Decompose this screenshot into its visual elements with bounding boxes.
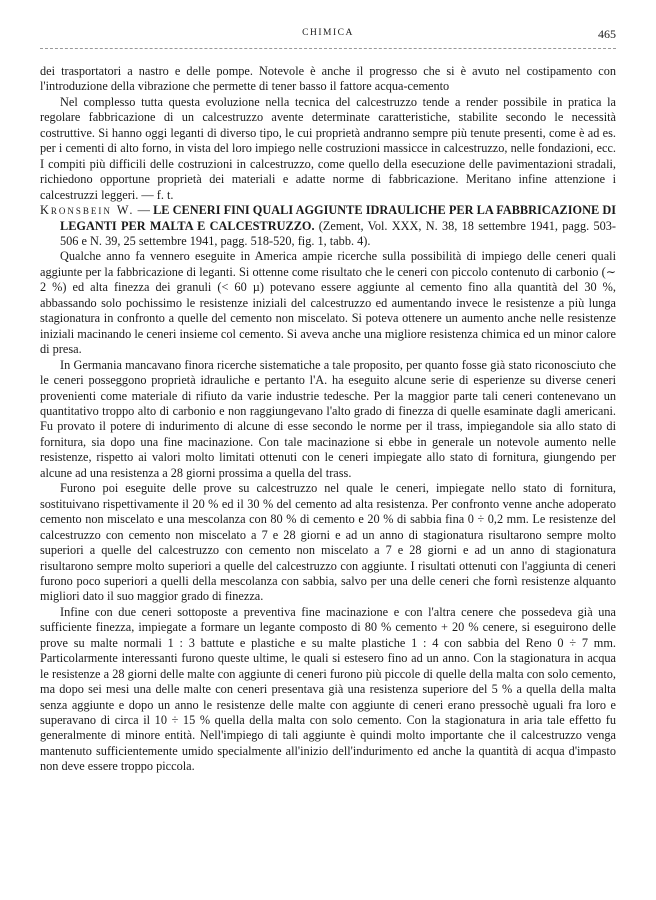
article-heading — [40, 203, 616, 249]
article-paragraph-2: In Germania mancavano finora ricerche sistematiche a tale proposito, per quanto fosse già stato riconosciuto che le ceneri posseggono proprietà idrauliche e pertanto l'A. ha eseguito alcune serie di esperienze su diverse ceneri provenienti come materiale di rifiuto da varie industrie tedesche. Per la maggior parte tali ceneri contenevano un quantitativo troppo alto di carbonio e non raggiungevano l'alto grado di finezza di quelle esaminate dagli americani. Fu provato il potere di indurimento di alcune di esse secondo le norme per il trass, impiegandole sia allo stato di fornitura, sia dopo una fine macinazione. Con tale macinazione si ebbe in generale un notevole aumento nelle resistenze, rispetto ai valori molto limitati ottenuti con le ceneri impiegate allo stato di fornitura, giungendo per alcune ad una resistenza a 28 giorni prossima a quella del trass. — [40, 357, 616, 480]
article-paragraph-3: Furono poi eseguite delle prove su calcestruzzo nel quale le ceneri, impiegate nello stato di fornitura, sostituivano rispettivamente il 20 % ed il 30 % del cemento ad alta resistenza. Per confronto venne anche adoperato cemento non miscelato e una mescolanza con 80 % di cemento e 20 % di sabbia fina 0 ÷ 0,2 mm. Le resistenze del calcestruzzo con cemento non miscelato a 7 e 28 giorni e ad un anno di stagionatura risultarono sempre molto superiori a quelle del calcestruzzo con cemento non miscelato a 7 e 28 giorni e ad un anno di stagionatura risultarono sempre molto superiori a quelle del calcestruzzo con aggiunte. I risultati ottenuti con l'aggiunta di ceneri furono poco superiori a quelli della mescolanza con sabbia, salvo per una delle ceneri che fornì resistenze alquanto migliori dato il suo maggior grado di finezza. — [40, 481, 616, 604]
article-paragraph-1: Qualche anno fa vennero eseguite in America ampie ricerche sulla possibilità di impiego delle ceneri quali aggiunte per la fabbricazione di leganti. Si ottenne come risultato che le ceneri con piccolo contenuto di carbonio (∼ 2 %) ed alta finezza dei granuli (< 60 µ) potevano essere aggiunte al cemento fino alla quantità del 30 %, abbassando solo pochissimo le resistenze iniziali del calcestruzzo ed aumentando invece le resistenze a più lunga stagionatura in confronto a quelle del cemento non miscelato. Si poteva ottenere un aumento anche nelle resistenze iniziali macinando le ceneri insieme col cemento. Si aveva anche una migliore resistenza chimica ed un minor calore di presa. — [40, 249, 616, 357]
header-rule — [40, 48, 616, 49]
article-citation: (Zement, Vol. XXX, N. 38, 18 settembre 1941, pagg. 503-506 e N. 39, 25 settembre 1941, pagg. 518-520, fig. 1, tabb. 4). — [60, 218, 616, 248]
article-paragraph-4: Infine con due ceneri sottoposte a preventiva fine macinazione e con l'altra cenere che possedeva già una sufficiente finezza, impiegate a formare un legante composto di 80 % cemento + 20 % cenere, si eseguirono delle prove su malte normali 1 : 3 battute e plastiche e su malte plastiche 1 : 4 con sabbia del Reno 0 ÷ 7 mm. Particolarmente interessanti furono queste ultime, le quali si estesero fino ad un anno. Con la stagionatura in acqua le resistenze a 28 giorni delle malte con aggiunte di ceneri furono più piccole di quelle della malta con solo cemento, ma dopo sei mesi una delle malte con ceneri presentava già una resistenza superiore del 5 % a quella della malta senza aggiunte e dopo un anno le resistenze delle malte con aggiunte di ceneri erano pressochè uguali fra loro e superavano di circa il 10 ÷ 15 % quella della malta con solo cemento. Con la stagionatura in aria tale effetto fu generalmente di minore entità. Nell'impiego di tali aggiunte è quindi molto importante che il calcestruzzo venga mantenuto sufficientemente umido specialmente all'inizio dell'indurimento ed anche la quantità di acqua d'impasto non deve essere troppo piccola. — [40, 604, 616, 774]
article-dash: — — [134, 203, 154, 218]
intro-paragraph-1: dei trasportatori a nastro e delle pompe. Notevole è anche il progresso che si è avuto nel costipamento con l'introduzione della vibrazione che permette di tener basso il fattore acqua-cemento — [40, 64, 616, 94]
page-number: 465 — [598, 27, 616, 41]
body-text — [40, 64, 616, 775]
page-header — [40, 28, 616, 44]
article-title: LE CENERI FINI QUALI AGGIUNTE IDRAULICHE PER LA FABBRICAZIONE DI LEGANTI PER MALTA E CALCESTRUZZO. — [60, 203, 616, 233]
running-title: CHIMICA — [302, 28, 354, 38]
intro-paragraph-2: Nel complesso tutta questa evoluzione nella tecnica del calcestruzzo tende a render possibile in pratica la regolare fabbricazione di un calcestruzzo avente determinate caratteristiche, stabilite secondo le necessità costruttive. Si hanno oggi leganti di diverso tipo, le cui proprietà andranno sempre più tenute presenti, come è ad es. per i cementi di alto forno, in vista del loro impiego nelle costruzioni massicce in calcestruzzo, nelle fondazioni, ecc. I compiti più difficili delle costruzioni in calcestruzzo, come quello della esecuzione delle pavimentazioni stradali, richiedono opportune proprietà dei materiali e adatte norme di fabbricazione. Meritano infine attenzione i calcestruzzi leggeri. — f. t. — [40, 94, 616, 202]
article-author: Kronsbein W. — [40, 203, 135, 218]
